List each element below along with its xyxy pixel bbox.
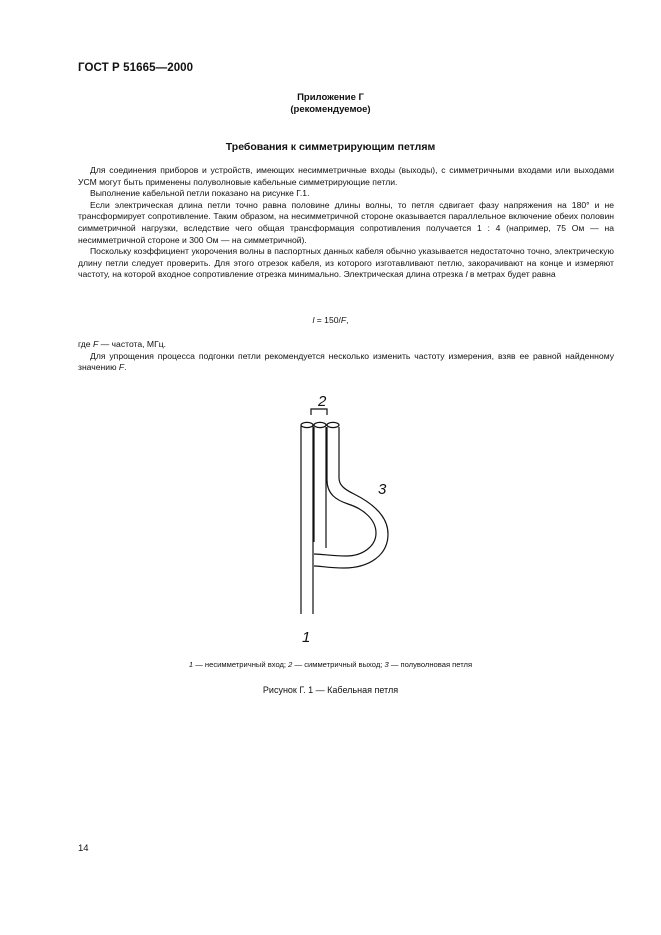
where-text: — частота, МГц. bbox=[98, 339, 167, 349]
formula-var: F bbox=[340, 315, 347, 325]
figure-caption bbox=[0, 660, 661, 669]
loop-inner bbox=[314, 427, 388, 568]
paragraph-4 bbox=[78, 246, 614, 281]
caption-text-2: — симметричный выход; bbox=[292, 660, 385, 669]
label-three: 3 bbox=[378, 481, 387, 498]
body-text bbox=[78, 165, 614, 281]
variable-l: l bbox=[465, 269, 468, 280]
cable-loop-figure bbox=[280, 388, 410, 650]
section-title: Требования к симметрирующим петлям bbox=[225, 141, 436, 153]
formula-eq: = 150/ bbox=[314, 315, 341, 325]
paragraph-3: Если электрическая длина петли точно равна половине длины волны, то петля сдвигает фазу напряжения на 180° и не трансформирует сопротивление. Таким образом, на несимметричной стороне оказывается параллельное включение обеих половин симметричной нагрузки, вследствие чего общая трансформация сопротивления получается 1 : 4 (например, 75 Ом — на несимметричной стороне и 300 Ом — на симметричной). bbox=[78, 199, 614, 245]
label-one: 1 bbox=[302, 629, 311, 646]
loop-outer bbox=[314, 427, 376, 556]
cable-three-cap bbox=[327, 422, 339, 427]
formula-end: , bbox=[346, 315, 349, 325]
document-header: ГОСТ Р 51665—2000 bbox=[78, 62, 194, 74]
where-line bbox=[78, 339, 614, 351]
formula-lhs: l bbox=[312, 315, 315, 325]
final-paragraph-end: . bbox=[124, 362, 127, 373]
appendix-subtitle: (рекомендуемое) bbox=[290, 104, 371, 115]
paragraph-4-end: в метрах будет равна bbox=[467, 269, 556, 280]
caption-num-3: 3 bbox=[384, 660, 389, 669]
final-paragraph bbox=[78, 351, 614, 374]
body-text-after bbox=[78, 339, 614, 374]
caption-text-1: — несимметричный вход; bbox=[193, 660, 289, 669]
where-prefix: где bbox=[78, 339, 93, 349]
label-two: 2 bbox=[318, 393, 327, 410]
paragraph-4-text: Поскольку коэффициент укорочения волны в паспортных данных кабеля обычно указывается недостаточно точно, электрическую длину петли следует проверить. Для этого отрезок кабеля, из которого изготавливают петлю, закорачивают на конце и измеряют частоту, на которой входное сопротивление отрезка минимально. Электрическая длина отрезка bbox=[78, 246, 614, 280]
final-paragraph-var: F bbox=[118, 362, 125, 373]
appendix-title: Приложение Г bbox=[297, 92, 364, 103]
caption-num-1: 1 bbox=[188, 660, 194, 669]
figure-title: Рисунок Г. 1 — Кабельная петля bbox=[262, 685, 399, 695]
paragraph-1: Для соединения приборов и устройств, имеющих несимметричные входы (выходы), с симметричными входами или выходами УСМ могут быть применены полуволновые кабельные симметрирующие петли. bbox=[78, 165, 614, 187]
formula bbox=[0, 315, 661, 325]
paragraph-2: Выполнение кабельной петли показано на рисунке Г.1. bbox=[90, 188, 310, 199]
page-number: 14 bbox=[78, 843, 89, 854]
cable-one bbox=[301, 426, 313, 606]
caption-text-3: — полуволновая петля bbox=[388, 660, 473, 669]
final-paragraph-text: Для упрощения процесса подгонки петли рекомендуется несколько изменить частоту измерения, взяв ее равной найденному значению bbox=[78, 350, 614, 373]
where-var: F bbox=[92, 339, 99, 349]
caption-num-2: 2 bbox=[288, 660, 293, 669]
cable-stub bbox=[301, 606, 313, 614]
cable-one-cap bbox=[301, 422, 313, 427]
cable-two-cap bbox=[314, 422, 326, 427]
